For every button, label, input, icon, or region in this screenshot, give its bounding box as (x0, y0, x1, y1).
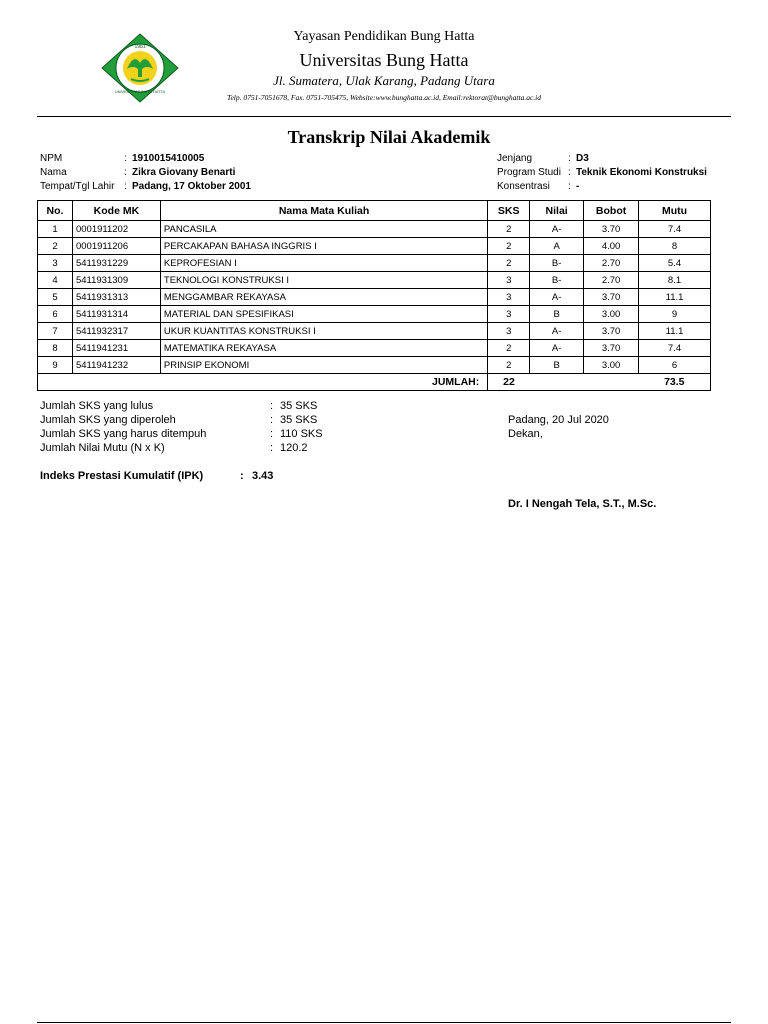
cell-nilai: B- (530, 272, 584, 289)
cell-nama-mk: PANCASILA (160, 221, 487, 238)
table-row (38, 306, 711, 323)
cell-no: 1 (38, 221, 73, 238)
cell-bobot: 3.00 (584, 306, 639, 323)
cell-kode-mk: 5411931309 (72, 272, 160, 289)
total-sks: 22 (488, 374, 530, 391)
header-divider (37, 116, 731, 117)
university-name: Universitas Bung Hatta (299, 50, 469, 70)
footer-divider (37, 1022, 731, 1023)
cell-nilai: A- (530, 340, 584, 357)
cell-mutu: 9 (639, 306, 711, 323)
table-header-row (38, 201, 711, 221)
header-mutu: Mutu (639, 201, 711, 221)
cell-mutu: 8 (639, 238, 711, 255)
cell-nama-mk: PERCAKAPAN BAHASA INGGRIS I (160, 238, 487, 255)
header-no: No. (38, 201, 73, 221)
cell-sks: 2 (488, 255, 530, 272)
cell-no: 3 (38, 255, 73, 272)
cell-nilai: A (530, 238, 584, 255)
earned-value: 35 SKS (280, 414, 318, 426)
cell-kode-mk: 5411932317 (72, 323, 160, 340)
cell-kode-mk: 5411941231 (72, 340, 160, 357)
cell-nama-mk: KEPROFESIAN I (160, 255, 487, 272)
university-contact: Telp. 0751-7051678, Fax. 0751-705475, Website:www.bunghatta.ac.id, Email:rektorat@bunghatta.ac.id (226, 93, 542, 102)
npm-value: 1910015410005 (132, 153, 205, 164)
ipk-label: Indeks Prestasi Kumulatif (IPK) (40, 470, 204, 482)
table-row (38, 289, 711, 306)
cell-no: 4 (38, 272, 73, 289)
cell-no: 2 (38, 238, 73, 255)
cell-nama-mk: MENGGAMBAR REKAYASA (160, 289, 487, 306)
cell-sks: 2 (488, 340, 530, 357)
cell-sks: 2 (488, 221, 530, 238)
header-sks: SKS (488, 201, 530, 221)
cell-mutu: 7.4 (639, 340, 711, 357)
header-kode-mk: Kode MK (72, 201, 160, 221)
cell-mutu: 6 (639, 357, 711, 374)
svg-text:UNIVERSITAS BUNG HATTA: UNIVERSITAS BUNG HATTA (115, 90, 165, 94)
birth-value: Padang, 17 Oktober 2001 (132, 181, 251, 192)
cell-nilai: B- (530, 255, 584, 272)
earned-label: Jumlah SKS yang diperoleh (40, 414, 176, 426)
svg-text:1981: 1981 (134, 44, 146, 50)
total-mutu: 73.5 (639, 374, 711, 391)
cell-mutu: 7.4 (639, 221, 711, 238)
required-label: Jumlah SKS yang harus ditempuh (40, 428, 207, 440)
cell-bobot: 2.70 (584, 255, 639, 272)
level-value: D3 (576, 153, 589, 164)
cell-bobot: 3.70 (584, 340, 639, 357)
header-nilai: Nilai (530, 201, 584, 221)
cell-nilai: B (530, 357, 584, 374)
credit-summary: Jumlah SKS yang lulus : 35 SKS Jumlah SKS yang diperoleh : 35 SKS Jumlah SKS yang harus ditempuh : 110 SKS Jumlah Nilai Mutu (N x K) : 120.2 (40, 400, 323, 454)
table-row (38, 340, 711, 357)
table-row (38, 357, 711, 374)
cell-no: 5 (38, 289, 73, 306)
npm-label: NPM (40, 153, 63, 164)
cell-nilai: A- (530, 221, 584, 238)
level-label: Jenjang (497, 153, 533, 164)
cell-sks: 2 (488, 238, 530, 255)
table-row (38, 238, 711, 255)
total-label: JUMLAH: (38, 374, 488, 391)
cell-kode-mk: 0001911206 (72, 238, 160, 255)
required-value: 110 SKS (280, 428, 323, 440)
name-label: Nama (40, 167, 67, 178)
total-empty-nilai (530, 374, 584, 391)
program-value: Teknik Ekonomi Konstruksi (576, 167, 707, 178)
ipk-summary: Indeks Prestasi Kumulatif (IPK) : 3.43 (40, 470, 274, 482)
foundation-name: Yayasan Pendidikan Bung Hatta (293, 29, 475, 44)
program-label: Program Studi (497, 167, 561, 178)
table-row (38, 272, 711, 289)
concentration-label: Konsentrasi (497, 181, 550, 192)
total-empty-bobot (584, 374, 639, 391)
table-row (38, 323, 711, 340)
name-value: Zikra Giovany Benarti (132, 167, 236, 178)
total-row (38, 374, 711, 391)
cell-mutu: 11.1 (639, 289, 711, 306)
signature-name: Dr. I Nengah Tela, S.T., M.Sc. (508, 498, 657, 510)
cell-no: 8 (38, 340, 73, 357)
table-row (38, 255, 711, 272)
mutu-label: Jumlah Nilai Mutu (N x K) (40, 442, 165, 454)
passed-label: Jumlah SKS yang lulus (40, 400, 154, 412)
birth-label: Tempat/Tgl Lahir (40, 181, 115, 192)
passed-value: 35 SKS (280, 400, 318, 412)
cell-nama-mk: PRINSIP EKONOMI (160, 357, 487, 374)
cell-nama-mk: MATEMATIKA REKAYASA (160, 340, 487, 357)
document-title: Transkrip Nilai Akademik (287, 127, 491, 147)
cell-nama-mk: MATERIAL DAN SPESIFIKASI (160, 306, 487, 323)
cell-bobot: 3.70 (584, 289, 639, 306)
header-nama-mk: Nama Mata Kuliah (160, 201, 487, 221)
student-info-left: NPM : 1910015410005 Nama : Zikra Giovany Benarti Tempat/Tgl Lahir : Padang, 17 Oktober 2001 (40, 153, 251, 192)
signature-role: Dekan, (508, 428, 543, 440)
cell-mutu: 5.4 (639, 255, 711, 272)
cell-no: 7 (38, 323, 73, 340)
cell-mutu: 8.1 (639, 272, 711, 289)
cell-mutu: 11.1 (639, 323, 711, 340)
header-bobot: Bobot (584, 201, 639, 221)
cell-bobot: 3.70 (584, 323, 639, 340)
cell-kode-mk: 5411941232 (72, 357, 160, 374)
cell-sks: 3 (488, 323, 530, 340)
signature-block (508, 413, 609, 441)
cell-nilai: A- (530, 323, 584, 340)
cell-sks: 2 (488, 357, 530, 374)
signature-place-date: Padang, 20 Jul 2020 (508, 414, 609, 426)
cell-kode-mk: 5411931229 (72, 255, 160, 272)
cell-nilai: A- (530, 289, 584, 306)
cell-bobot: 3.00 (584, 357, 639, 374)
cell-sks: 3 (488, 306, 530, 323)
cell-kode-mk: 5411931314 (72, 306, 160, 323)
student-info-right: Jenjang : D3 Program Studi : Teknik Ekonomi Konstruksi Konsentrasi : - (497, 153, 707, 192)
mutu-value: 120.2 (280, 442, 308, 454)
concentration-value: - (576, 181, 580, 192)
cell-kode-mk: 0001911202 (72, 221, 160, 238)
cell-no: 6 (38, 306, 73, 323)
cell-sks: 3 (488, 272, 530, 289)
cell-sks: 3 (488, 289, 530, 306)
cell-no: 9 (38, 357, 73, 374)
cell-nilai: B (530, 306, 584, 323)
table-row (38, 221, 711, 238)
ipk-value: 3.43 (252, 470, 274, 482)
cell-kode-mk: 5411931313 (72, 289, 160, 306)
grades-table (37, 200, 711, 391)
cell-bobot: 2.70 (584, 272, 639, 289)
university-address: Jl. Sumatera, Ulak Karang, Padang Utara (273, 73, 495, 88)
cell-nama-mk: UKUR KUANTITAS KONSTRUKSI I (160, 323, 487, 340)
cell-bobot: 4.00 (584, 238, 639, 255)
cell-nama-mk: TEKNOLOGI KONSTRUKSI I (160, 272, 487, 289)
cell-bobot: 3.70 (584, 221, 639, 238)
